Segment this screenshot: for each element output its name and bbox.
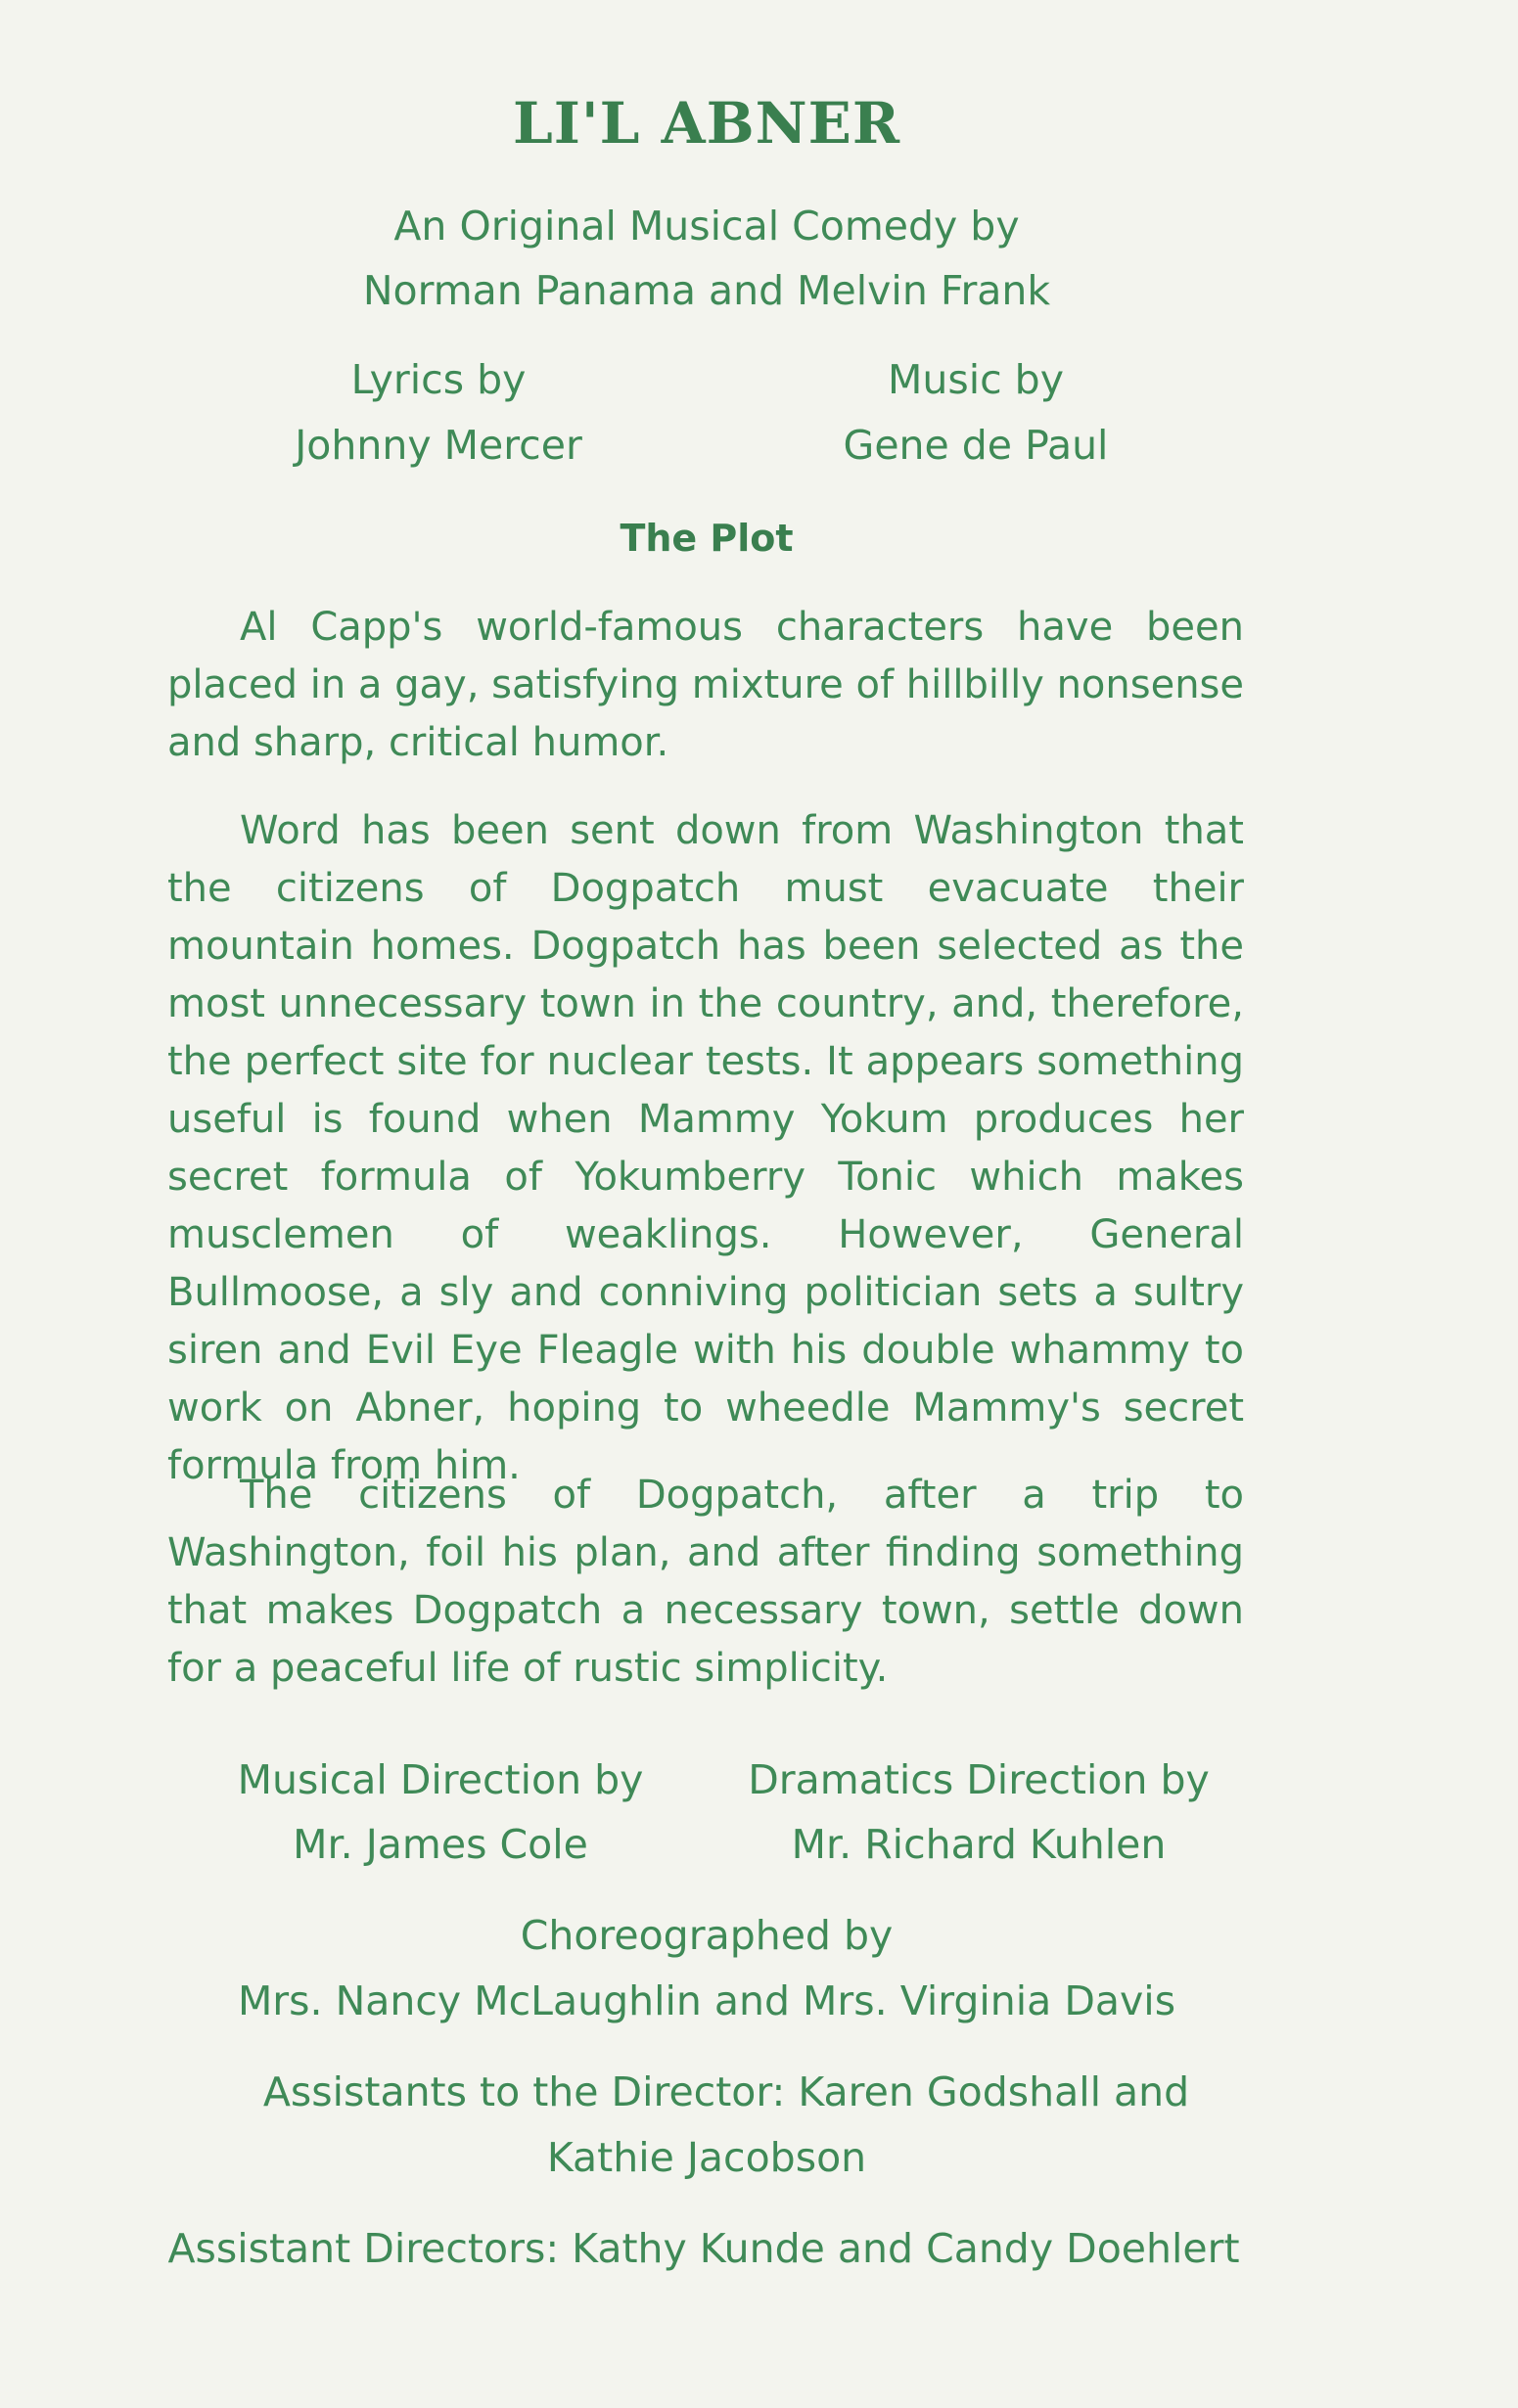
choreography-names: Mrs. Nancy McLaughlin and Mrs. Virginia Davis — [237, 1977, 1176, 2024]
music-name: Gene de Paul — [843, 422, 1109, 469]
show-title: LI'L ABNER — [512, 90, 901, 157]
assistants-line-1: Assistants to the Director: Karen Godshall and — [262, 2068, 1190, 2115]
musical-direction-name: Mr. James Cole — [293, 1821, 588, 1868]
assistant-directors: Assistant Directors: Kathy Kunde and Candy Doehlert — [167, 2225, 1240, 2272]
dramatics-direction-name: Mr. Richard Kuhlen — [791, 1821, 1167, 1868]
musical-direction-label: Musical Direction by — [237, 1756, 644, 1803]
dramatics-direction-label: Dramatics Direction by — [748, 1756, 1210, 1803]
plot-paragraph-2: Word has been sent down from Washington that the citizens of Dogpatch must evacuate their mountain homes. Dogpatch has been selected as the most unnecessary town in the country, and, therefore, the perfect site for nuclear tests. It appears something useful is found when Mammy Yokum produces her secret formula of Yokumberry Tonic which makes musclemen of weaklings. However, General Bullmoose, a sly and conniving politician sets a sultry siren and Evil Eye Fleagle with his double whammy to work on Abner, hoping to wheedle Mammy's secret formula from him. — [167, 808, 1244, 1488]
plot-paragraph-3: The citizens of Dogpatch, after a trip to Washington, foil his plan, and after finding something that makes Dogpatch a necessary town, settle down for a peaceful life of rustic simplicity. — [167, 1473, 1244, 1691]
lyrics-label: Lyrics by — [350, 356, 527, 403]
subtitle-line-2: Norman Panama and Melvin Frank — [362, 267, 1051, 314]
choreography-label: Choreographed by — [520, 1912, 894, 1959]
music-label: Music by — [888, 356, 1064, 403]
plot-heading: The Plot — [620, 517, 794, 560]
plot-paragraph-1: Al Capp's world-famous characters have been placed in a gay, satisfying mixture of hillbilly nonsense and sharp, critical humor. — [167, 605, 1244, 765]
lyrics-name: Johnny Mercer — [295, 422, 582, 469]
subtitle-line-1: An Original Musical Comedy by — [393, 203, 1020, 250]
assistants-line-2: Kathie Jacobson — [546, 2134, 867, 2181]
